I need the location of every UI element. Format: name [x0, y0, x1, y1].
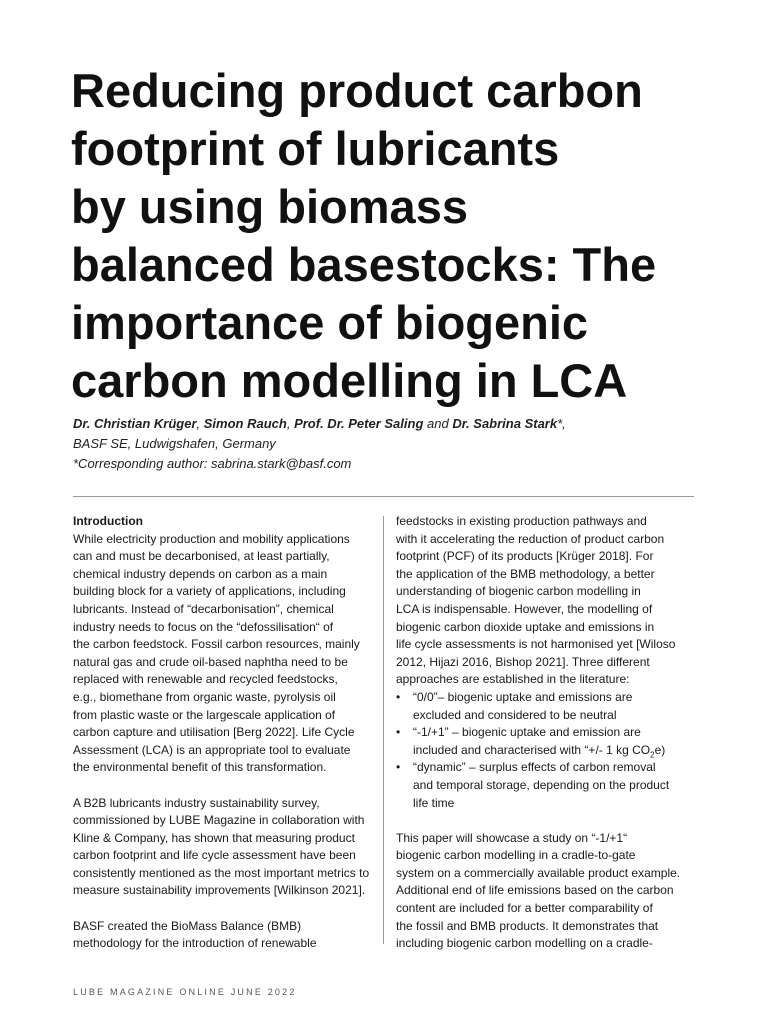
page-footer: LUBE MAGAZINE ONLINE JUNE 2022: [73, 987, 297, 997]
author-name: Dr. Christian Krüger: [73, 416, 197, 431]
title-line: carbon modelling in LCA: [71, 354, 628, 407]
text-line: life cycle assessments is not harmonised yet [Wiloso: [396, 637, 676, 652]
text-line: the application of the BMB methodology, a better: [396, 566, 655, 581]
author-separator: ,: [196, 416, 204, 431]
author-email[interactable]: sabrina.stark@basf.com: [211, 456, 352, 471]
list-item-text: included and characterised with “+/- 1 kg CO: [413, 742, 651, 757]
text-line: feedstocks in existing production pathways and: [396, 514, 647, 528]
bullet-icon: •: [396, 760, 401, 775]
text-line: understanding of biogenic carbon modelling in: [396, 584, 641, 599]
text-line: with it accelerating the reduction of product carbon: [396, 531, 665, 546]
list-item: [396, 689, 696, 707]
text-line: Assessment (LCA) is an appropriate tool to evaluate: [73, 742, 351, 757]
list-item-text: “-1/+1” – biogenic uptake and emission are: [413, 725, 641, 740]
title-line: footprint of lubricants: [71, 122, 560, 175]
text-line: biogenic carbon modelling in a cradle-to-gate: [396, 848, 636, 863]
text-line: lubricants. Instead of “decarbonisation”, chemical: [73, 601, 334, 616]
author-separator: ,: [286, 416, 295, 431]
list-item-text: “dynamic” – surplus effects of carbon removal: [413, 760, 656, 775]
title-line: Reducing product carbon: [71, 64, 643, 117]
text-line: While electricity production and mobility applications: [73, 531, 350, 546]
text-line: Kline & Company, has shown that measuring product: [73, 830, 355, 845]
author-name: Dr. Sabrina Stark: [452, 416, 558, 431]
list-item-text: “0/0”– biogenic uptake and emissions are: [413, 689, 633, 704]
author-suffix: *,: [557, 416, 566, 431]
corresponding-label: *Corresponding author:: [73, 456, 212, 471]
column-divider: [383, 516, 384, 944]
paragraph-gap: [73, 900, 373, 918]
paragraph-gap: [396, 812, 696, 830]
text-line: can and must be decarbonised, at least partially,: [73, 549, 330, 564]
text-line: content are included for a better comparability of: [396, 901, 653, 916]
bullet-icon: •: [396, 725, 401, 740]
text-line: measure sustainability improvements [Wilkinson 2021].: [73, 883, 366, 898]
text-line: the carbon feedstock. Fossil carbon resources, mainly: [73, 637, 360, 652]
list-item-continuation: life time: [413, 795, 455, 810]
article-title: [71, 62, 711, 410]
text-line: industry needs to focus on the “defossilisation“ of: [73, 619, 334, 634]
affiliation: BASF SE, Ludwigshafen, Germany: [73, 436, 276, 451]
text-line: including biogenic carbon modelling on a cradle-: [396, 936, 653, 951]
title-line: importance of biogenic: [71, 296, 589, 349]
text-line: approaches are established in the literature:: [396, 672, 630, 687]
text-line: biogenic carbon dioxide uptake and emissions in: [396, 619, 655, 634]
subscript: 2: [650, 750, 655, 760]
text-line: the environmental benefit of this transformation.: [73, 760, 327, 775]
text-line: carbon footprint and life cycle assessment have been: [73, 848, 356, 863]
list-item-text: e): [654, 742, 666, 757]
list-item-continuation: and temporal storage, depending on the product: [413, 777, 670, 792]
text-line: natural gas and crude oil-based naphtha need to be: [73, 654, 348, 669]
text-line: chemical industry depends on carbon as a main: [73, 566, 328, 581]
text-line: replaced with renewable and recycled feedstocks,: [73, 672, 338, 687]
text-line: e.g., biomethane from organic waste, pyrolysis oil: [73, 689, 336, 704]
text-line: system on a commercially available product example.: [396, 865, 681, 880]
list-item-continuation: excluded and considered to be neutral: [413, 707, 617, 722]
text-line: commissioned by LUBE Magazine in collaboration with: [73, 813, 365, 828]
text-line: Additional end of life emissions based on the carbon: [396, 883, 674, 898]
left-column: [73, 513, 373, 953]
right-column: [396, 513, 696, 953]
author-name: Simon Rauch: [203, 416, 287, 431]
author-name: Prof. Dr. Peter Saling: [294, 416, 424, 431]
text-line: methodology for the introduction of renewable: [73, 936, 317, 951]
author-list: [73, 414, 713, 434]
list-item: [396, 724, 696, 742]
text-line: BASF created the BioMass Balance (BMB): [73, 918, 302, 933]
list-item-continuation: [396, 742, 696, 760]
text-line: A B2B lubricants industry sustainability survey,: [73, 795, 320, 810]
title-line: balanced basestocks: The: [71, 238, 657, 291]
author-block: [73, 414, 713, 474]
text-line: LCA is indispensable. However, the modelling of: [396, 601, 653, 616]
text-line: from plastic waste or the largescale application of: [73, 707, 336, 722]
text-line: building block for a variety of applications, including: [73, 584, 346, 599]
paragraph-gap: [73, 777, 373, 795]
author-separator: and: [423, 416, 453, 431]
text-line: footprint (PCF) of its products [Krüger 2018]. For: [396, 549, 654, 564]
text-line: This paper will showcase a study on “-1/+1“: [396, 830, 628, 845]
text-line: consistently mentioned as the most important metrics to: [73, 865, 370, 880]
bullet-icon: •: [396, 689, 401, 704]
section-heading: Introduction: [73, 514, 143, 528]
list-item: [396, 759, 696, 777]
text-line: carbon capture and utilisation [Berg 2022]. Life Cycle: [73, 725, 355, 740]
title-line: by using biomass: [71, 180, 468, 233]
text-line: 2012, Hijazi 2016, Bishop 2021]. Three different: [396, 654, 650, 669]
text-line: the fossil and BMB products. It demonstrates that: [396, 918, 659, 933]
header-divider: [73, 496, 694, 497]
corresponding-author: [73, 454, 713, 474]
